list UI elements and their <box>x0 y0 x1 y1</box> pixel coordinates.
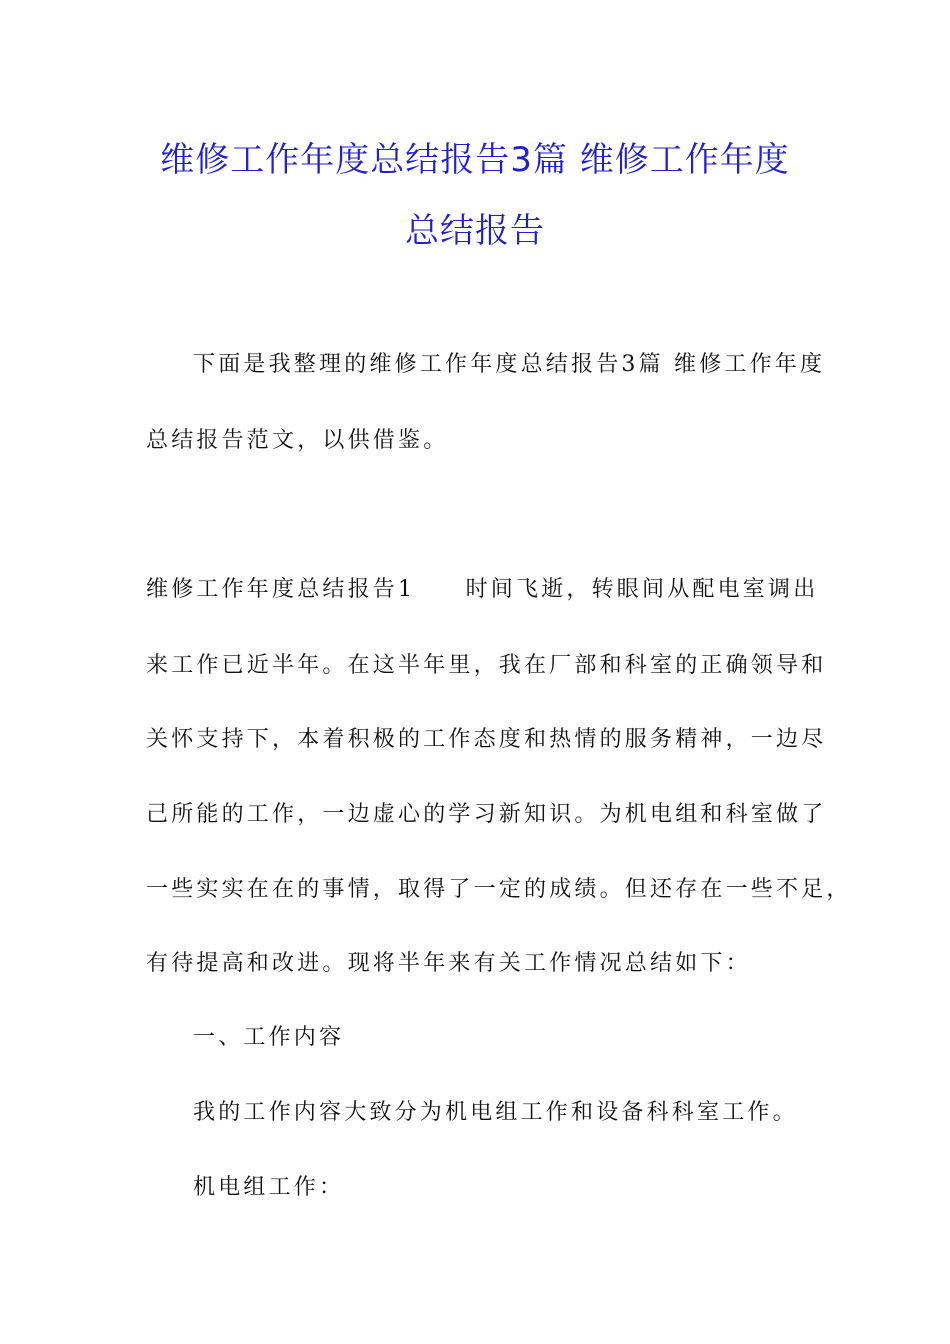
section1-line-1: 维修工作年度总结报告1 时间飞逝，转眼间从配电室调出 <box>146 577 819 602</box>
section1-line-2: 来工作已近半年。在这半年里，我在厂部和科室的正确领导和 <box>146 653 827 678</box>
work-content-paragraph: 我的工作内容大致分为机电组工作和设备科科室工作。 <box>193 1100 798 1125</box>
mech-group-label: 机电组工作： <box>193 1175 345 1200</box>
section1-line-4: 己所能的工作，一边虚心的学习新知识。为机电组和科室做了 <box>146 802 827 827</box>
section1-line-6: 有待提高和改进。现将半年来有关工作情况总结如下： <box>146 951 751 976</box>
section1-line-5: 一些实实在在的事情，取得了一定的成绩。但还存在一些不足， <box>146 877 852 902</box>
intro-line-2: 总结报告范文，以供借鉴。 <box>146 428 449 453</box>
section1-line-3: 关怀支持下，本着积极的工作态度和热情的服务精神，一边尽 <box>146 727 827 752</box>
document-title-line-1: 维修工作年度总结报告3篇 维修工作年度 <box>160 140 790 180</box>
intro-line-1: 下面是我整理的维修工作年度总结报告3篇 维修工作年度 <box>193 352 826 377</box>
heading-work-content: 一、工作内容 <box>193 1025 345 1050</box>
document-title-line-2: 总结报告 <box>405 211 545 251</box>
